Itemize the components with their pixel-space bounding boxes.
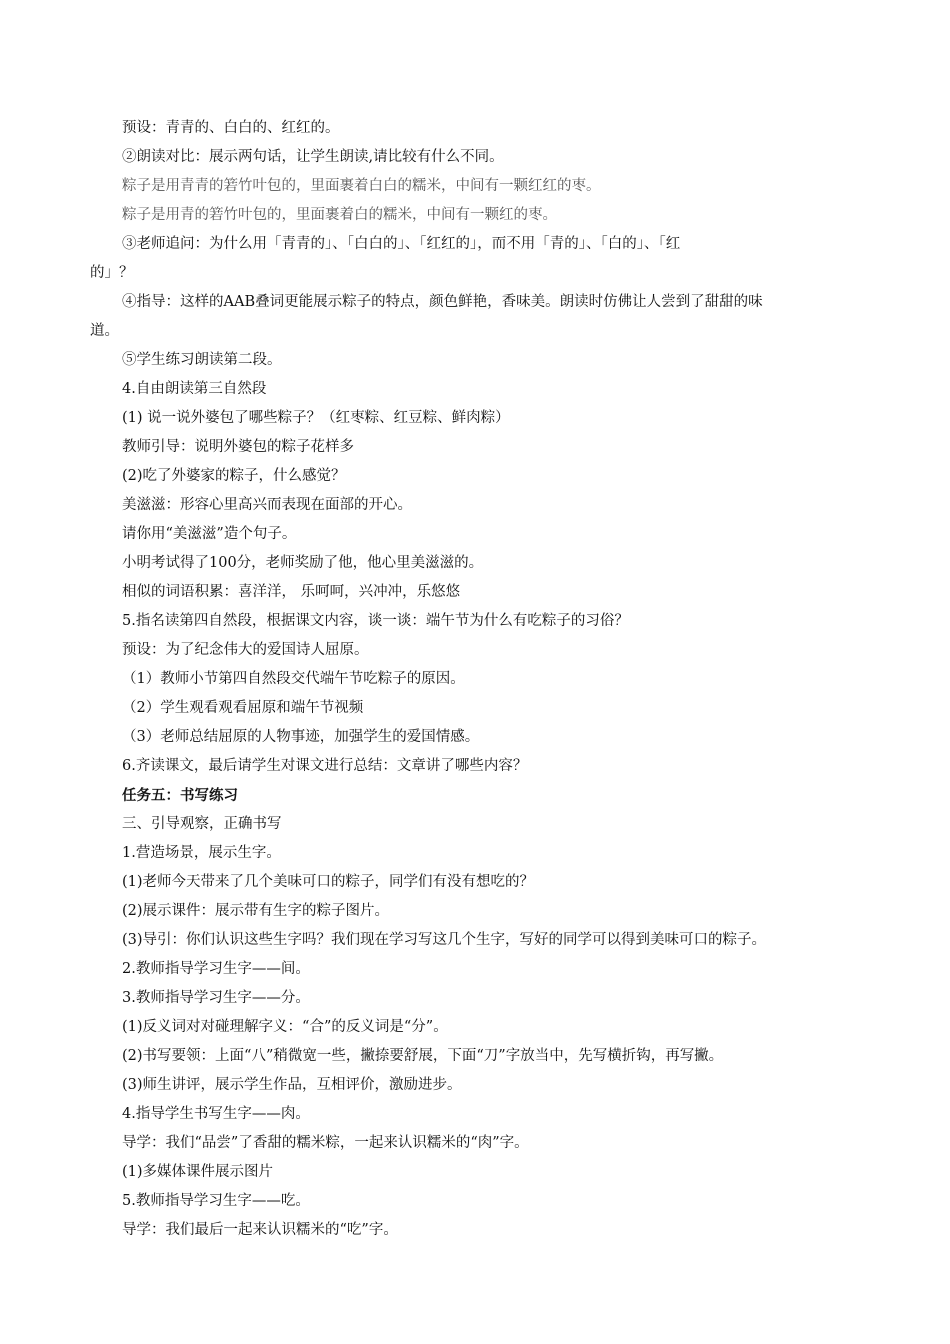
text-line: 小明考试得了100分，老师奖励了他，他心里美滋滋的。 bbox=[122, 555, 484, 571]
text-line: (2)展示课件：展示带有生字的粽子图片。 bbox=[122, 903, 390, 919]
text-paragraph bbox=[90, 230, 862, 288]
text-line: 美滋滋：形容心里高兴而表现在面部的开心。 bbox=[122, 497, 412, 513]
text-line: 相似的词语积累：喜洋洋， 乐呵呵，兴冲冲，乐悠悠 bbox=[122, 584, 461, 600]
text-line: ②朗读对比：展示两句话，让学生朗读,请比较有什么不同。 bbox=[122, 149, 504, 165]
text-line: 导学：我们最后一起来认识糯米的“吃”字。 bbox=[122, 1222, 398, 1238]
text-line: ③老师追问：为什么用「青青的」、「白白的」、「红红的」，而不用「青的」、「白的」、「红 bbox=[122, 236, 681, 252]
text-line: (3)师生讲评，展示学生作品，互相评价，激励进步。 bbox=[122, 1077, 462, 1093]
text-line: 4.自由朗读第三自然段 bbox=[122, 381, 267, 397]
text-line: (1)老师今天带来了几个美味可口的粽子，同学们有没有想吃的？ bbox=[122, 874, 535, 890]
text-line: (1) 说一说外婆包了哪些粽子？（红枣粽、红豆粽、鲜肉粽） bbox=[122, 410, 510, 426]
text-line: 5.指名读第四自然段，根据课文内容，谈一谈：端午节为什么有吃粽子的习俗？ bbox=[122, 613, 629, 629]
text-line: ⑤学生练习朗读第二段。 bbox=[122, 352, 282, 368]
text-line: ④指导：这样的AAB叠词更能展示粽子的特点，颜色鲜艳，香味美。朗读时仿佛让人尝到了甜甜的味 bbox=[122, 294, 763, 310]
text-line: （1）教师小节第四自然段交代端午节吃粽子的原因。 bbox=[122, 671, 465, 687]
text-line-continuation: 的」？ bbox=[90, 265, 134, 281]
text-line: 2.教师指导学习生字——间。 bbox=[122, 961, 310, 977]
text-line: (1)反义词对对碰理解字义：“合”的反义词是“分”。 bbox=[122, 1019, 448, 1035]
text-paragraph bbox=[90, 288, 862, 346]
text-line: 预设：为了纪念伟大的爱国诗人屈原。 bbox=[122, 642, 369, 658]
text-line: (1)多媒体课件展示图片 bbox=[122, 1164, 274, 1180]
text-line: 粽子是用青的箬竹叶包的，里面裹着白的糯米，中间有一颗红的枣。 bbox=[122, 207, 557, 223]
text-line: 5.教师指导学习生字——吃。 bbox=[122, 1193, 310, 1209]
text-line: (2)吃了外婆家的粽子，什么感觉？ bbox=[122, 468, 346, 484]
section-heading: 任务五：书写练习 bbox=[122, 787, 238, 804]
text-line: 请你用“美滋滋”造个句子。 bbox=[122, 526, 297, 542]
text-line: 导学：我们“品尝”了香甜的糯米粽，一起来认识糯米的“肉”字。 bbox=[122, 1135, 529, 1151]
text-line: 4.指导学生书写生字——肉。 bbox=[122, 1106, 310, 1122]
text-line: （2）学生观看观看屈原和端午节视频 bbox=[122, 700, 364, 716]
text-line: 6.齐读课文，最后请学生对课文进行总结：文章讲了哪些内容？ bbox=[122, 758, 528, 774]
document-body bbox=[90, 114, 862, 1245]
text-line: 3.教师指导学习生字——分。 bbox=[122, 990, 310, 1006]
text-line: 预设：青青的、白白的、红红的。 bbox=[122, 120, 340, 136]
text-line-continuation: 道。 bbox=[90, 323, 119, 339]
text-line: 三、引导观察，正确书写 bbox=[122, 816, 282, 832]
text-line: 教师引导：说明外婆包的粽子花样多 bbox=[122, 439, 354, 455]
text-line: 1.营造场景，展示生字。 bbox=[122, 845, 281, 861]
text-line: (2)书写要领：上面“八”稍微宽一些，撇捺要舒展，下面“刀”字放当中，先写横折钩，再写撇。 bbox=[122, 1048, 724, 1064]
text-line: 粽子是用青青的箬竹叶包的，里面裹着白白的糯米，中间有一颗红红的枣。 bbox=[122, 178, 601, 194]
text-line: （3）老师总结屈原的人物事迹，加强学生的爱国情感。 bbox=[122, 729, 480, 745]
text-line: (3)导引：你们认识这些生字吗？我们现在学习写这几个生字，写好的同学可以得到美味可口的粽子。 bbox=[122, 932, 767, 948]
